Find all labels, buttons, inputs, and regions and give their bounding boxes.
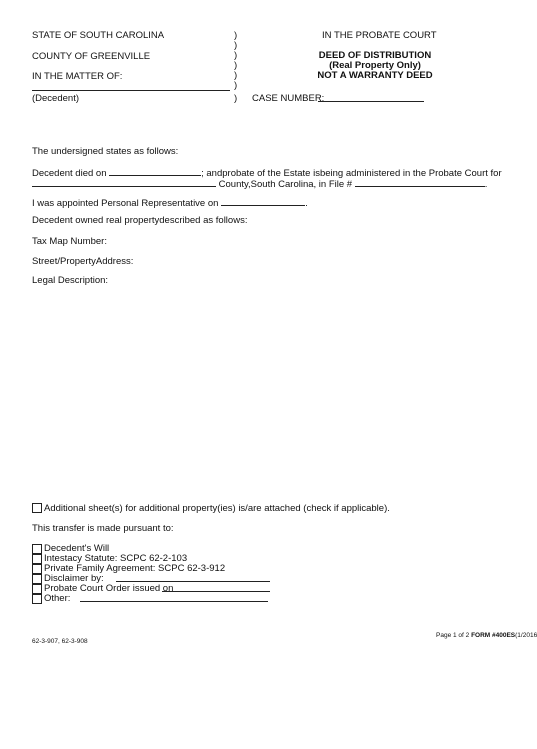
wills-checkbox[interactable] (32, 544, 42, 554)
appointed-label: I was appointed Personal Representative on (32, 198, 219, 209)
statute-reference: 62-3-907, 62-3-908 (32, 638, 88, 645)
disclaimer-checkbox[interactable] (32, 574, 42, 584)
file-number-field[interactable] (355, 177, 485, 187)
page-label: Page 1 of 2 (436, 632, 470, 639)
additional-sheets-label: Additional sheet(s) for additional property(ies) is/are attached (check if applicable). (44, 503, 390, 514)
owned-text: Decedent owned real propertydescribed as follows: (32, 215, 248, 226)
paren: ) (234, 80, 238, 91)
case-number-field[interactable] (318, 101, 424, 102)
option-intestacy: Intestacy Statute: SCPC 62-2-103 (44, 553, 188, 564)
decedent-label: (Decedent) (32, 93, 79, 104)
county-field[interactable] (32, 177, 216, 187)
paren: ) (234, 70, 238, 81)
decedent-name-line[interactable] (32, 90, 230, 91)
state-label: STATE OF SOUTH CAROLINA (32, 30, 165, 41)
option-other: Other: (44, 593, 71, 604)
period: . (305, 198, 308, 209)
form-number: FORM #400ES (471, 632, 516, 639)
doc-warranty-note: NOT A WARRANTY DEED (317, 70, 433, 81)
paren: ) (234, 60, 238, 71)
paren: ) (234, 40, 238, 51)
street-label: Street/PropertyAddress: (32, 256, 134, 267)
death-date-field[interactable] (109, 166, 201, 176)
option-disclaimer: Disclaimer by: (44, 573, 104, 584)
form-date: (1/2016 (515, 632, 537, 639)
other-checkbox[interactable] (32, 594, 42, 604)
tax-map-label: Tax Map Number: (32, 236, 107, 247)
court-label: IN THE PROBATE COURT (322, 30, 437, 41)
additional-sheets-checkbox[interactable] (32, 503, 42, 513)
intro-text: The undersigned states as follows: (32, 146, 179, 157)
court-order-checkbox[interactable] (32, 584, 42, 594)
option-court-order: Probate Court Order issued on (44, 583, 174, 594)
county-label: COUNTY OF GREENVILLE (32, 51, 151, 62)
page-number (436, 630, 537, 641)
option-will: Decedent's Will (44, 543, 110, 554)
paren: ) (234, 30, 238, 41)
appointed-line (32, 196, 308, 209)
paren: ) (234, 93, 238, 104)
file-line (32, 177, 487, 190)
died-on-label: Decedent died on (32, 168, 107, 179)
pursuant-text: This transfer is made pursuant to: (32, 523, 174, 534)
other-field[interactable] (80, 601, 268, 602)
intestacy-checkbox[interactable] (32, 554, 42, 564)
disclaimer-field[interactable] (116, 581, 270, 582)
appointment-date-field[interactable] (221, 196, 305, 206)
doc-title: DEED OF DISTRIBUTION (318, 50, 432, 61)
county-sc-text: County,South Carolina, in File # (218, 179, 353, 190)
legal-desc-label: Legal Description: (32, 275, 109, 286)
case-number-label: CASE NUMBER: (252, 93, 325, 104)
family-agreement-checkbox[interactable] (32, 564, 42, 574)
doc-subtitle: (Real Property Only) (329, 60, 421, 71)
court-order-date-field[interactable] (162, 591, 270, 592)
probate-text: ; andprobate of the Estate isbeing administered in the Probate Court for (201, 168, 502, 179)
option-family-agreement: Private Family Agreement: SCPC 62-3-912 (44, 563, 226, 574)
paren: ) (234, 50, 238, 61)
matter-label: IN THE MATTER OF: (32, 71, 123, 82)
period: . (484, 179, 488, 190)
